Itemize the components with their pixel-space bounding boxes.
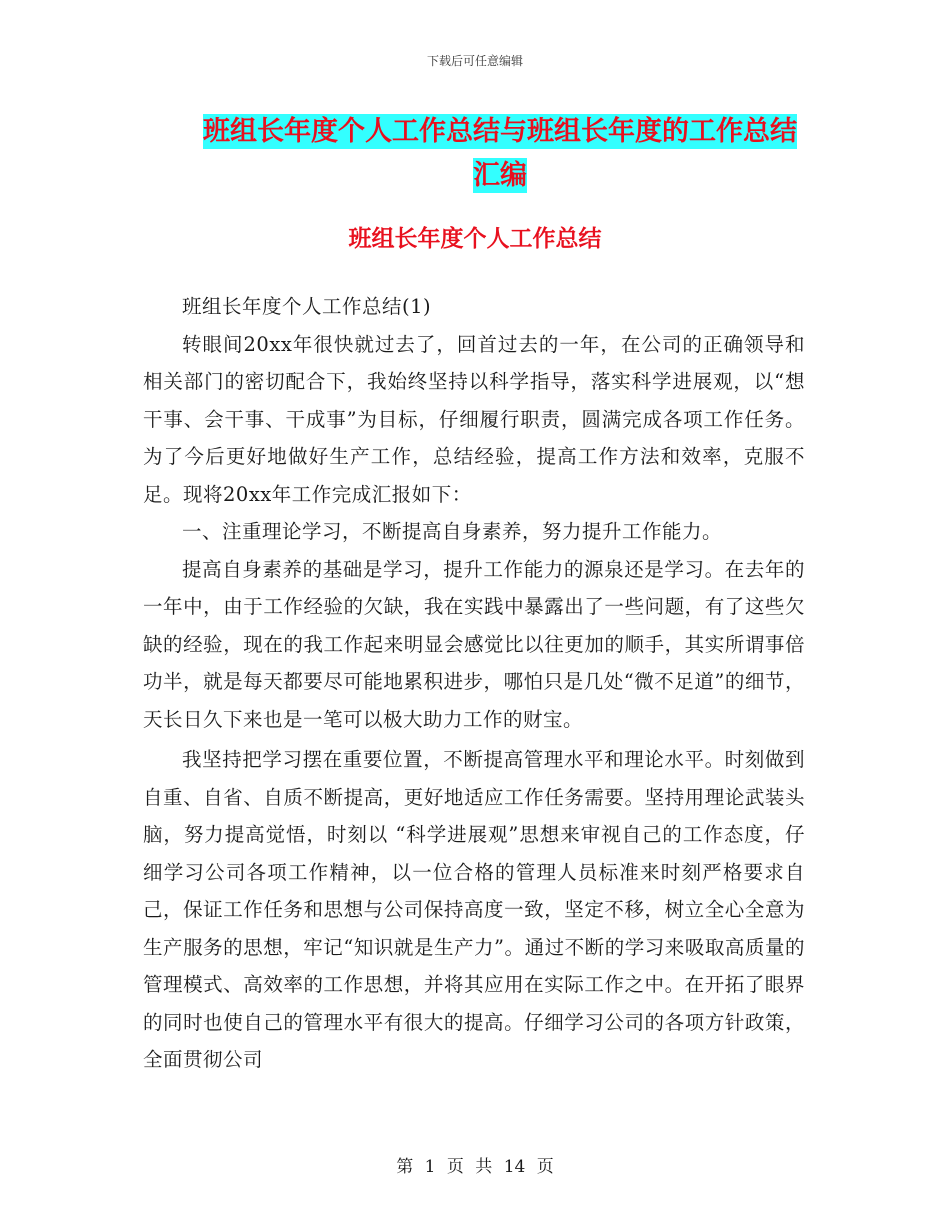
paragraph-subtitle: 班组长年度个人工作总结(1) xyxy=(182,295,432,318)
document-title-text: 班组长年度个人工作总结与班组长年度的工作总结汇编 xyxy=(203,116,797,191)
paragraph-intro: 转眼间20xx年很快就过去了，回首过去的一年，在公司的正确领导和相关部门的密切配合下，我始终坚持以科学指导，落实科学进展观，以“想干事、会干事、干成事”为目标，仔细履行职责，圆满完成各项工作任务。为了今后更好地做好生产工作，总结经验，提高工作方法和效率，克服不足。现将20xx年工作完成汇报如下： xyxy=(143,332,805,506)
page-number-footer: 第 1 页 共 14 页 xyxy=(396,1157,554,1177)
header-note: 下载后可任意编辑 xyxy=(426,54,523,68)
paragraph-body-1: 提高自身素养的基础是学习，提升工作能力的源泉还是学习。在去年的一年中，由于工作经验的欠缺，我在实践中暴露出了一些问题，有了这些欠缺的经验，现在的我工作起来明显会感觉比以往更加的顺手，其实所谓事倍功半，就是每天都要尽可能地累积进步，哪怕只是几处“微不足道”的细节，天长日久下来也是一笔可以极大助力工作的财宝。 xyxy=(143,557,805,731)
paragraph-heading-1: 一、注重理论学习，不断提高自身素养，努力提升工作能力。 xyxy=(182,520,723,543)
section-title: 班组长年度个人工作总结 xyxy=(348,226,602,252)
paragraph-body-2: 我坚持把学习摆在重要位置，不断提高管理水平和理论水平。时刻做到自重、自省、自质不断提高，更好地适应工作任务需要。坚持用理论武装头脑，努力提高觉悟，时刻以 “科学进展观”思想来审视自己的工作态度，仔细学习公司各项工作精神，以一位合格的管理人员标准来时刻严格要求自己，保证工作任务和思想与公司保持高度一致，坚定不移，树立全心全意为生产服务的思想，牢记“知识就是生产力”。通过不断的学习来吸取高质量的管理模式、高效率的工作思想，并将其应用在实际工作之中。在开拓了眼界的同时也使自己的管理水平有很大的提高。仔细学习公司的各项方针政策，全面贯彻公司 xyxy=(143,748,805,1071)
document-title xyxy=(190,110,810,198)
document-body xyxy=(143,288,805,1079)
